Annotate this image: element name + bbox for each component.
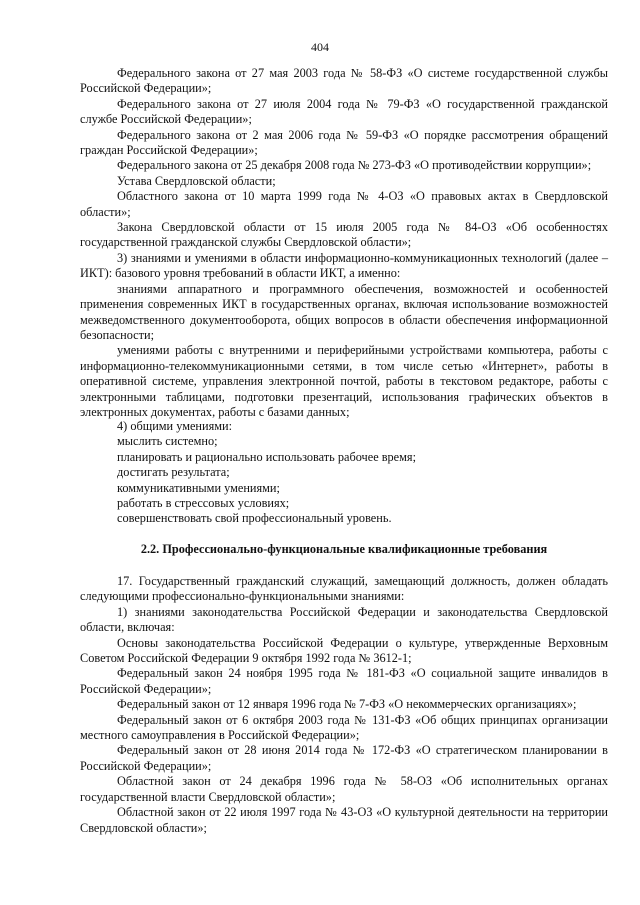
paragraph: Закона Свердловской области от 15 июля 2005 года № 84-ОЗ «Об особенностях государственной гражданской службы Свердловской области»; [80,220,608,250]
paragraph: Областного закона от 10 марта 1999 года № 4-ОЗ «О правовых актах в Свердловской области»; [80,189,608,219]
paragraph: Федерального закона от 25 декабря 2008 года № 273-ФЗ «О противодействии коррупции»; [117,158,592,173]
list-item: коммуникативными умениями; [117,480,280,495]
list-item: работать в стрессовых условиях; [117,496,290,511]
paragraph: Федерального закона от 27 июля 2004 года № 79-ФЗ «О государственной гражданской службе Российской Федерации»; [80,96,608,127]
paragraph: Устава Свердловской области; [117,173,276,188]
paragraph: Федеральный закон от 28 июня 2014 года № 172-ФЗ «О стратегическом планировании в Российской Федерации»; [80,743,608,773]
text-block-2 [80,419,608,527]
paragraph: Областной закон от 22 июля 1997 года № 43-ОЗ «О культурной деятельности на территории Свердловской области»; [80,805,608,835]
paragraph: 3) знаниями и умениями в области информационно-коммуникационных технологий (далее – ИКТ): базового уровня требований в области ИКТ, а именно: [80,250,608,281]
text-block-1 [80,66,608,420]
paragraph: Основы законодательства Российской Федерации о культуре, утвержденные Верховным Советом Российской Федерации 9 октября 1992 года № 3612-1; [80,635,608,666]
list-item: достигать результата; [117,465,230,480]
page-number: 404 [311,40,329,54]
list-item: совершенствовать свой профессиональный уровень. [117,511,392,526]
paragraph: 1) знаниями законодательства Российской Федерации и законодательства Свердловской области, включая: [80,604,608,635]
text-block-3 [80,574,608,836]
list-item: планировать и рационально использовать рабочее время; [117,449,416,464]
paragraph: Федерального закона от 2 мая 2006 года № 59-ФЗ «О порядке рассмотрения обращений граждан Российской Федерации»; [80,127,608,158]
list-item: 4) общими умениями: [117,419,233,433]
section-heading: 2.2. Профессионально-функциональные квалификационные требования [140,542,548,556]
paragraph: Федерального закона от 27 мая 2003 года № 58-ФЗ «О системе государственной службы Российской Федерации»; [80,66,608,96]
list-item: мыслить системно; [117,434,218,449]
paragraph: знаниями аппаратного и программного обеспечения, возможностей и особенностей применения современных ИКТ в государственных органах, включая использование возможностей межведомственного документооборота, общих вопросов в области обеспечения информационной безопасности; [80,281,608,342]
paragraph: 17. Государственный гражданский служащий, замещающий должность, должен обладать следующими профессионально-функциональными знаниями: [80,574,608,604]
paragraph: Федеральный закон от 6 октября 2003 года № 131-ФЗ «Об общих принципах организации местного самоуправления в Российской Федерации»; [80,712,608,743]
paragraph: Областной закон от 24 декабря 1996 года № 58-ОЗ «Об исполнительных органах государственной власти Свердловской области»; [80,774,608,804]
paragraph: Федеральный закон 24 ноября 1995 года № 181-ФЗ «О социальной защите инвалидов в Российской Федерации»; [80,666,608,696]
paragraph: Федеральный закон от 12 января 1996 года № 7-ФЗ «О некоммерческих организациях»; [117,697,577,712]
paragraph: умениями работы с внутренними и периферийными устройствами компьютера, работы с информационно-телекоммуникационными сетями, в том числе сетью «Интернет», работы в оперативной системе, управления электронной почтой, работы в текстовом редакторе, работы с электронными таблицами, подготовки презентаций, использования графических объектов в электронных документах, работы с базами данных; [80,343,608,419]
